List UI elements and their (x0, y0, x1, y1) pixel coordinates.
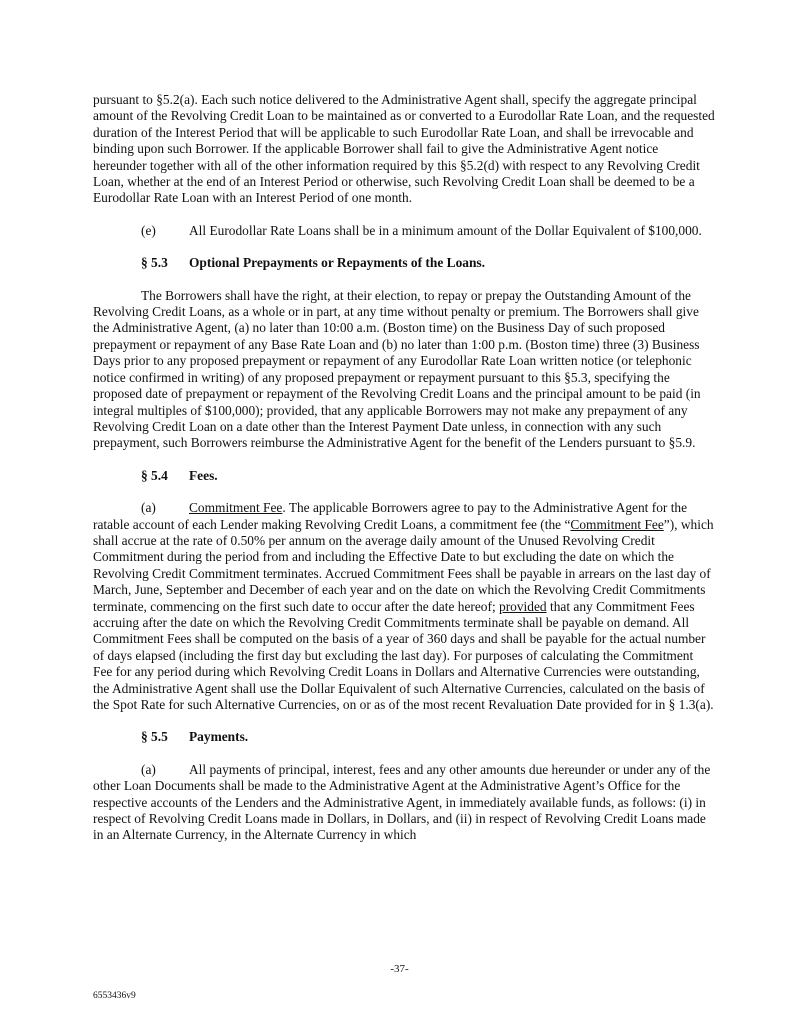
paragraph-text: ”), which shall accrue at the rate of 0.50% per annum on the average daily amount of the Unused Revolving Credit Commitment during the period from and including the Effective Date to but excluding the date on which the Revolving Credit Commitment terminates. Accrued Commitment Fees shall be payable in arrears on the last day of March, June, September and December of each year and on the date on which the Revolving Credit Commitments terminate, commencing on the first such date to occur after the date hereof; (93, 516, 714, 614)
paragraph-payments (93, 762, 715, 844)
document-page (93, 92, 715, 860)
paragraph-prepayments: The Borrowers shall have the right, at their election, to repay or prepay the Outstanding Amount of the Revolving Credit Loans, as a whole or in part, at any time without penalty or premium. The Borrowers shall give the Administrative Agent, (a) no later than 10:00 a.m. (Boston time) on the Business Day of such proposed prepayment or repayment of any Base Rate Loan and (b) no later than 1:00 p.m. (Boston time) three (3) Business Days prior to any proposed prepayment or repayment of any Eurodollar Rate Loan written notice (or telephonic notice confirmed in writing) of any proposed prepayment or repayment pursuant to this §5.3, specifying the proposed date of prepayment or repayment of the Revolving Credit Loans and the principal amount to be paid (in integral multiples of $100,000); provided, that any applicable Borrowers may not make any prepayment of any Revolving Credit Loan on a date other than the Interest Payment Date unless, in connection with any such prepayment, such Borrowers reimburse the Administrative Agent for the benefit of the Lenders pursuant to §5.9. (93, 287, 701, 451)
document-id: 6553436v9 (93, 991, 136, 1001)
section-heading-5-4 (93, 468, 715, 484)
page-number: -37- (390, 963, 409, 975)
defined-term: Commitment Fee (189, 500, 283, 516)
provided-term: provided (499, 598, 547, 614)
section-title: Optional Prepayments or Repayments of the Loans. (189, 255, 485, 271)
paragraph-text: . The applicable Borrowers agree to pay to the Administrative Agent for the ratable account of each Lender making Revolving Credit Loans, a commitment fee (the “ (93, 500, 688, 532)
section-number: § 5.5 (141, 729, 168, 745)
paragraph-text: All payments of principal, interest, fees and any other amounts due hereunder or under any of the other Loan Documents shall be made to the Administrative Agent at the Administrative Agent’s Office for the respective accounts of the Lenders and the Administrative Agent, in immediately available funds, as follows: (i) in respect of Revolving Credit Loans made in Dollars, in Dollars, and (ii) in respect of Revolving Credit Loans made in an Alternate Currency, in the Alternate Currency in which (93, 761, 711, 843)
paragraph-label: (e) (141, 222, 156, 238)
section-heading-5-5 (93, 729, 715, 745)
paragraph-label: (a) (141, 761, 156, 777)
paragraph-text: All Eurodollar Rate Loans shall be in a minimum amount of the Dollar Equivalent of $100,000. (189, 222, 702, 238)
paragraph-commitment-fee (93, 500, 715, 713)
section-number: § 5.3 (141, 255, 168, 271)
paragraph-continuation: pursuant to §5.2(a). Each such notice delivered to the Administrative Agent shall, specify the aggregate principal amount of the Revolving Credit Loan to be maintained as or converted to a Eurodollar Rate Loan, and the requested duration of the Interest Period that will be applicable to such Eurodollar Rate Loan, and shall be irrevocable and binding upon such Borrower. If the applicable Borrower shall fail to give the Administrative Agent notice hereunder together with all of the other information required by this §5.2(d) with respect to any Revolving Credit Loan, whether at the end of an Interest Period or otherwise, such Revolving Credit Loan shall be deemed to be a Eurodollar Rate Loan with an Interest Period of one month. (93, 92, 715, 206)
section-title: Fees. (189, 467, 218, 483)
section-heading-5-3 (93, 255, 715, 271)
paragraph-label: (a) (141, 500, 156, 516)
section-number: § 5.4 (141, 467, 168, 483)
defined-term: Commitment Fee (570, 516, 664, 532)
paragraph-text: that any Commitment Fees accruing after the date on which the Revolving Credit Commitments terminate shall be payable on demand. All Commitment Fees shall be computed on the basis of a year of 360 days and shall be payable for the actual number of days elapsed (including the first day but excluding the last day). For purposes of calculating the Commitment Fee for any period during which Revolving Credit Loans in Dollars and Alternative Currencies were outstanding, the Administrative Agent shall use the Dollar Equivalent of such Alternative Currencies, calculated on the basis of the Spot Rate for such Alternative Currencies, on or as of the most recent Revaluation Date provided for in § 1.3(a). (93, 598, 714, 712)
section-title: Payments. (189, 729, 249, 745)
paragraph-e (93, 223, 715, 239)
